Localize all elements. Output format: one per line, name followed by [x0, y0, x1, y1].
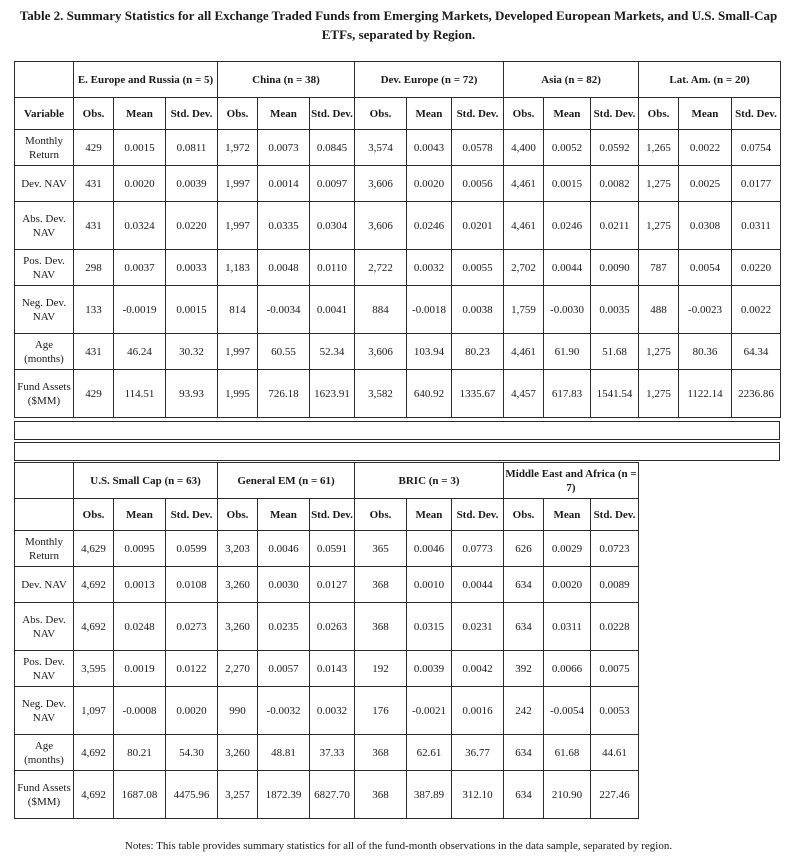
table-cell: 4,692 [74, 771, 114, 819]
table-cell: 60.55 [258, 334, 310, 370]
summary-table-upper [14, 61, 781, 418]
table-cell: 0.0578 [452, 130, 504, 166]
column-header: Obs. [74, 98, 114, 130]
table-cell: 48.81 [258, 735, 310, 771]
table-row [15, 687, 779, 735]
column-header: Obs. [504, 98, 544, 130]
table-cell: 64.34 [732, 334, 781, 370]
table-cell: 0.0044 [544, 250, 591, 286]
table-cell: 2,270 [218, 651, 258, 687]
table-cell: 0.0110 [310, 250, 355, 286]
table-cell: 0.0073 [258, 130, 310, 166]
table-cell: 0.0048 [258, 250, 310, 286]
group-header: Asia (n = 82) [504, 62, 639, 98]
table-cell: 0.0845 [310, 130, 355, 166]
column-header: Std. Dev. [591, 499, 639, 531]
table-cell: 429 [74, 130, 114, 166]
table-row [15, 567, 779, 603]
table-cell: 3,606 [355, 202, 407, 250]
table-cell: 0.0041 [310, 286, 355, 334]
table-cell: 0.0773 [452, 531, 504, 567]
table-cell: 1,275 [639, 370, 679, 418]
group-header: BRIC (n = 3) [355, 463, 504, 499]
table-cell: 0.0723 [591, 531, 639, 567]
table-cell: 0.0177 [732, 166, 781, 202]
table-cell: 210.90 [544, 771, 591, 819]
table-cell: 80.23 [452, 334, 504, 370]
table-cell: 0.0591 [310, 531, 355, 567]
table-row [15, 250, 781, 286]
table-cell: 0.0016 [452, 687, 504, 735]
caption-line-1: Table 2. Summary Statistics for all Exchange Traded Funds from Emerging Markets, Developed European Markets, and U.S. Small-Cap [19, 8, 778, 23]
table-cell: 1872.39 [258, 771, 310, 819]
table-cell: 4,400 [504, 130, 544, 166]
table-cell: 431 [74, 334, 114, 370]
table-cell: 0.0228 [591, 603, 639, 651]
table-cell: 634 [504, 771, 544, 819]
table-cell: 4,461 [504, 166, 544, 202]
group-header-row [15, 62, 781, 98]
table-cell: 176 [355, 687, 407, 735]
table-cell: 0.0015 [114, 130, 166, 166]
table-cell: 4,461 [504, 334, 544, 370]
table-cell: 192 [355, 651, 407, 687]
column-header: Mean [258, 499, 310, 531]
column-header: Mean [544, 499, 591, 531]
summary-table-lower [14, 462, 779, 819]
column-header: Mean [407, 98, 452, 130]
table-cell: 0.0029 [544, 531, 591, 567]
table-cell: -0.0021 [407, 687, 452, 735]
table-cell: 0.0220 [166, 202, 218, 250]
table-cell: 0.0754 [732, 130, 781, 166]
column-header: Mean [407, 499, 452, 531]
table-cell: 114.51 [114, 370, 166, 418]
table-cell: 0.0046 [407, 531, 452, 567]
table-cell: 0.0035 [591, 286, 639, 334]
table-cell: 0.0043 [407, 130, 452, 166]
table-cell: 0.0263 [310, 603, 355, 651]
column-header: Obs. [355, 499, 407, 531]
table-row [15, 286, 781, 334]
table-cell: 0.0013 [114, 567, 166, 603]
table-cell: 0.0075 [591, 651, 639, 687]
group-header-row [15, 463, 779, 499]
table-row [15, 166, 781, 202]
blank-cell [639, 463, 779, 499]
table-cell: 1335.67 [452, 370, 504, 418]
column-header: Std. Dev. [166, 98, 218, 130]
table-cell: 54.30 [166, 735, 218, 771]
table-cell: 0.0311 [544, 603, 591, 651]
table-cell: 1,997 [218, 166, 258, 202]
table-cell: 0.0089 [591, 567, 639, 603]
table-cell: 4,457 [504, 370, 544, 418]
table-cell: 0.0037 [114, 250, 166, 286]
row-label: Pos. Dev. NAV [15, 651, 74, 687]
table-cell: 3,260 [218, 567, 258, 603]
row-label: Neg. Dev. NAV [15, 687, 74, 735]
column-header: Std. Dev. [166, 499, 218, 531]
column-header: Mean [258, 98, 310, 130]
table-cell: 0.0039 [407, 651, 452, 687]
column-header: Obs. [218, 499, 258, 531]
table-cell: 0.0324 [114, 202, 166, 250]
table-cell: 0.0044 [452, 567, 504, 603]
table-cell: 0.0053 [591, 687, 639, 735]
table-cell: 0.0014 [258, 166, 310, 202]
row-label: Abs. Dev. NAV [15, 603, 74, 651]
table-cell: 51.68 [591, 334, 639, 370]
sub-header-row [15, 98, 781, 130]
table-cell: 368 [355, 567, 407, 603]
column-header: Std. Dev. [310, 499, 355, 531]
row-label: Age (months) [15, 735, 74, 771]
table-cell: 634 [504, 735, 544, 771]
table-cell: 4,692 [74, 735, 114, 771]
column-header: Mean [114, 499, 166, 531]
table-cell: 634 [504, 567, 544, 603]
table-cell: 0.0039 [166, 166, 218, 202]
table-cell: 0.0235 [258, 603, 310, 651]
table-cell: 634 [504, 603, 544, 651]
table-cell: 1,183 [218, 250, 258, 286]
table-cell: 1,995 [218, 370, 258, 418]
blank-cell [639, 687, 779, 735]
table-cell: 640.92 [407, 370, 452, 418]
table-cell: 0.0015 [544, 166, 591, 202]
table-cell: 3,595 [74, 651, 114, 687]
row-label: Fund Assets ($MM) [15, 370, 74, 418]
table-cell: 312.10 [452, 771, 504, 819]
table-cell: 1122.14 [679, 370, 732, 418]
table-notes: Notes: This table provides summary statistics for all of the fund-month observations in the data sample, separated by region. [124, 840, 673, 852]
table-cell: 0.0246 [407, 202, 452, 250]
table-cell: 0.0020 [166, 687, 218, 735]
table-cell: 368 [355, 771, 407, 819]
table-cell: -0.0019 [114, 286, 166, 334]
table-cell: 0.0599 [166, 531, 218, 567]
table-cell: 61.68 [544, 735, 591, 771]
column-header: Std. Dev. [452, 499, 504, 531]
table-spacer-row [14, 442, 780, 461]
table-cell: 1,097 [74, 687, 114, 735]
table-cell: 30.32 [166, 334, 218, 370]
table-cell: 0.0022 [732, 286, 781, 334]
table-cell: 80.36 [679, 334, 732, 370]
table-cell: 0.0019 [114, 651, 166, 687]
table-cell: 1,972 [218, 130, 258, 166]
column-header: Obs. [504, 499, 544, 531]
column-header: Mean [544, 98, 591, 130]
table-cell: 0.0122 [166, 651, 218, 687]
table-cell: 1,275 [639, 334, 679, 370]
table-cell: 0.0304 [310, 202, 355, 250]
table-cell: 617.83 [544, 370, 591, 418]
sub-header-row [15, 499, 779, 531]
table-cell: 93.93 [166, 370, 218, 418]
table-row [15, 771, 779, 819]
blank-cell [639, 603, 779, 651]
table-cell: 368 [355, 603, 407, 651]
table-cell: 431 [74, 202, 114, 250]
table-cell: 46.24 [114, 334, 166, 370]
table-cell: 227.46 [591, 771, 639, 819]
table-cell: 429 [74, 370, 114, 418]
table-cell: 368 [355, 735, 407, 771]
table-cell: 0.0082 [591, 166, 639, 202]
table-cell: 0.0090 [591, 250, 639, 286]
table-cell: -0.0023 [679, 286, 732, 334]
group-header: Lat. Am. (n = 20) [639, 62, 781, 98]
table-cell: 0.0108 [166, 567, 218, 603]
table-cell: 0.0055 [452, 250, 504, 286]
row-label: Age (months) [15, 334, 74, 370]
table-cell: 298 [74, 250, 114, 286]
table-row [15, 334, 781, 370]
column-header: Obs. [355, 98, 407, 130]
table-cell: 387.89 [407, 771, 452, 819]
table-cell: 0.0592 [591, 130, 639, 166]
group-header: E. Europe and Russia (n = 5) [74, 62, 218, 98]
table-cell: 0.0033 [166, 250, 218, 286]
table-cell: 61.90 [544, 334, 591, 370]
blank-cell [639, 567, 779, 603]
table-cell: 0.0032 [310, 687, 355, 735]
table-cell: 0.0311 [732, 202, 781, 250]
table-cell: 1623.91 [310, 370, 355, 418]
blank-cell [639, 651, 779, 687]
caption-line-2: ETFs, separated by Region. [321, 27, 476, 42]
table-cell: 4,692 [74, 567, 114, 603]
table-cell: 1,275 [639, 202, 679, 250]
table-cell: 2,722 [355, 250, 407, 286]
row-label: Pos. Dev. NAV [15, 250, 74, 286]
table-cell: 787 [639, 250, 679, 286]
table-row [15, 130, 781, 166]
table-cell: 103.94 [407, 334, 452, 370]
column-header: Std. Dev. [310, 98, 355, 130]
table-cell: 488 [639, 286, 679, 334]
table-cell: 0.0020 [114, 166, 166, 202]
table-cell: 4,692 [74, 603, 114, 651]
table-cell: 62.61 [407, 735, 452, 771]
table-cell: 1,997 [218, 334, 258, 370]
table-cell: 0.0315 [407, 603, 452, 651]
table-cell: 0.0143 [310, 651, 355, 687]
table-cell: 0.0246 [544, 202, 591, 250]
table-cell: 37.33 [310, 735, 355, 771]
corner-cell [15, 463, 74, 499]
table-cell: 0.0811 [166, 130, 218, 166]
table-spacer-row [14, 421, 780, 440]
group-header: General EM (n = 61) [218, 463, 355, 499]
blank-cell [639, 499, 779, 531]
table-cell: 0.0054 [679, 250, 732, 286]
table-cell: 3,582 [355, 370, 407, 418]
table-cell: 0.0042 [452, 651, 504, 687]
row-label: Abs. Dev. NAV [15, 202, 74, 250]
column-header: Mean [679, 98, 732, 130]
row-label: Neg. Dev. NAV [15, 286, 74, 334]
table-cell: 3,203 [218, 531, 258, 567]
table-cell: 1,275 [639, 166, 679, 202]
table-cell: 133 [74, 286, 114, 334]
table-cell: 80.21 [114, 735, 166, 771]
table-cell: 242 [504, 687, 544, 735]
table-row [15, 531, 779, 567]
table-cell: 4475.96 [166, 771, 218, 819]
table-cell: 392 [504, 651, 544, 687]
table-caption [0, 6, 797, 44]
table-cell: 990 [218, 687, 258, 735]
table-cell: 0.0038 [452, 286, 504, 334]
table-row [15, 651, 779, 687]
column-header: Obs. [74, 499, 114, 531]
group-header: U.S. Small Cap (n = 63) [74, 463, 218, 499]
column-header: Std. Dev. [732, 98, 781, 130]
blank-cell [639, 735, 779, 771]
table-cell: 3,257 [218, 771, 258, 819]
group-header: China (n = 38) [218, 62, 355, 98]
table-cell: 36.77 [452, 735, 504, 771]
row-label: Fund Assets ($MM) [15, 771, 74, 819]
column-header: Std. Dev. [591, 98, 639, 130]
table-cell: -0.0032 [258, 687, 310, 735]
table-row [15, 202, 781, 250]
table-cell: 6827.70 [310, 771, 355, 819]
table-cell: 0.0231 [452, 603, 504, 651]
table-cell: 814 [218, 286, 258, 334]
table-cell: 4,461 [504, 202, 544, 250]
table-cell: 0.0015 [166, 286, 218, 334]
column-header: Std. Dev. [452, 98, 504, 130]
table-cell: 52.34 [310, 334, 355, 370]
table-cell: -0.0008 [114, 687, 166, 735]
table-cell: 0.0066 [544, 651, 591, 687]
table-cell: 1687.08 [114, 771, 166, 819]
table-cell: 1,759 [504, 286, 544, 334]
table-cell: 3,606 [355, 166, 407, 202]
column-header: Obs. [218, 98, 258, 130]
table-cell: 0.0010 [407, 567, 452, 603]
row-label: Monthly Return [15, 130, 74, 166]
row-label: Dev. NAV [15, 166, 74, 202]
table-cell: 0.0335 [258, 202, 310, 250]
table-cell: -0.0030 [544, 286, 591, 334]
column-header: Mean [114, 98, 166, 130]
table-cell: 0.0046 [258, 531, 310, 567]
group-header: Middle East and Africa (n = 7) [504, 463, 639, 499]
table-cell: 0.0097 [310, 166, 355, 202]
table-cell: 0.0022 [679, 130, 732, 166]
table-cell: 0.0095 [114, 531, 166, 567]
table-cell: -0.0018 [407, 286, 452, 334]
table-cell: 0.0211 [591, 202, 639, 250]
table-cell: 3,606 [355, 334, 407, 370]
row-label: Dev. NAV [15, 567, 74, 603]
table-cell: 1,997 [218, 202, 258, 250]
table-cell: 0.0032 [407, 250, 452, 286]
table-cell: 365 [355, 531, 407, 567]
table-cell: 0.0127 [310, 567, 355, 603]
table-cell: 2236.86 [732, 370, 781, 418]
table-cell: 44.61 [591, 735, 639, 771]
table-row [15, 370, 781, 418]
table-cell: 0.0020 [407, 166, 452, 202]
table-cell: 884 [355, 286, 407, 334]
table-cell: 0.0273 [166, 603, 218, 651]
column-header: Obs. [639, 98, 679, 130]
table-cell: 0.0030 [258, 567, 310, 603]
table-cell: 2,702 [504, 250, 544, 286]
table-cell: 726.18 [258, 370, 310, 418]
table-cell: 626 [504, 531, 544, 567]
table-row [15, 603, 779, 651]
table-cell: 0.0056 [452, 166, 504, 202]
table-cell: 0.0020 [544, 567, 591, 603]
table-cell: 4,629 [74, 531, 114, 567]
row-label: Monthly Return [15, 531, 74, 567]
table-cell: 0.0248 [114, 603, 166, 651]
variable-header: Variable [15, 98, 74, 130]
table-cell: 0.0025 [679, 166, 732, 202]
table-cell: 0.0052 [544, 130, 591, 166]
table-cell: -0.0054 [544, 687, 591, 735]
table-cell: 0.0308 [679, 202, 732, 250]
table-cell: 0.0220 [732, 250, 781, 286]
table-cell: 3,574 [355, 130, 407, 166]
table-cell: 3,260 [218, 735, 258, 771]
blank-cell [639, 531, 779, 567]
table-cell: 0.0201 [452, 202, 504, 250]
table-row [15, 735, 779, 771]
table-cell: 431 [74, 166, 114, 202]
table-cell: 1541.54 [591, 370, 639, 418]
corner-cell [15, 499, 74, 531]
blank-cell [639, 771, 779, 819]
table-cell: 1,265 [639, 130, 679, 166]
corner-cell [15, 62, 74, 98]
group-header: Dev. Europe (n = 72) [355, 62, 504, 98]
table-cell: -0.0034 [258, 286, 310, 334]
table-cell: 3,260 [218, 603, 258, 651]
table-cell: 0.0057 [258, 651, 310, 687]
